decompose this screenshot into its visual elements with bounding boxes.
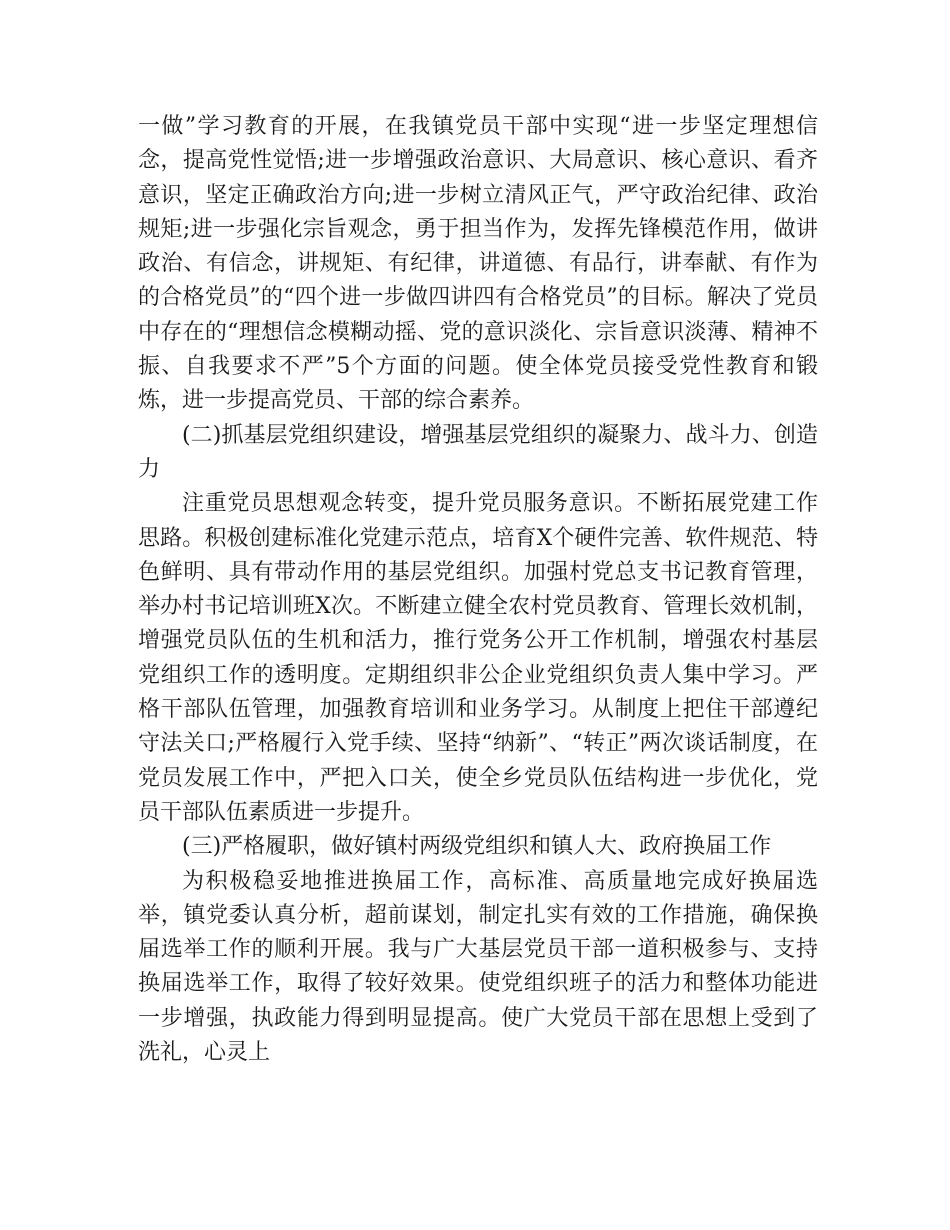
paragraph-study-education-goals: 一做”学习教育的开展，在我镇党员干部中实现“进一步坚定理想信念，提高党性觉悟;进一步增强政治意识、大局意识、核心意识、看齐意识，坚定正确政治方向;进一步树立清风正气，严守政治纪律、政治规矩;进一步强化宗旨观念，勇于担当作为，发挥先锋模范作用，做讲政治、有信念，讲规矩、有纪律，讲道德、有品行，讲奉献、有作为的合格党员”的“四个进一步做四讲四有合格党员”的目标。解决了党员中存在的“理想信念模糊动摇、党的意识淡化、宗旨意识淡薄、精神不振、自我要求不严”5个方面的问题。使全体党员接受党性教育和锻炼，进一步提高党员、干部的综合素养。 — [138, 114, 818, 414]
section-heading-election-work: (三)严格履职，做好镇村两级党组织和镇人大、政府换届工作 — [182, 834, 772, 860]
paragraph-grassroots-party-building: 注重党员思想观念转变，提升党员服务意识。不断拓展党建工作思路。积极创建标准化党建示范点，培育X个硬件完善、软件规范、特色鲜明、具有带动作用的基层党组织。加强村党总支书记教育管理，举办村书记培训班X次。不断建立健全农村党员教育、管理长效机制，增强党员队伍的生机和活力，推行党务公开工作机制，增强农村基层党组织工作的透明度。定期组织非公企业党组织负责人集中学习。严格干部队伍管理，加强教育培训和业务学习。从制度上把住干部遵纪守法关口;严格履行入党手续、坚持“纳新”、“转正”两次谈话制度，在党员发展工作中，严把入口关，使全乡党员队伍结构进一步优化，党员干部队伍素质进一步提升。 — [138, 491, 818, 825]
document-body — [138, 110, 818, 1070]
paragraph-election-work: 为积极稳妥地推进换届工作，高标准、高质量地完成好换届选举，镇党委认真分析，超前谋划，制定扎实有效的工作措施，确保换届选举工作的顺利开展。我与广大基层党员干部一道积极参与、支持换届选举工作，取得了较好效果。使党组织班子的活力和整体功能进一步增强，执政能力得到明显提高。使广大党员干部在思想上受到了洗礼，心灵上 — [138, 868, 818, 1066]
section-heading-grassroots-party-organization: (二)抓基层党组织建设，增强基层党组织的凝聚力、战斗力、创造力 — [138, 422, 818, 482]
